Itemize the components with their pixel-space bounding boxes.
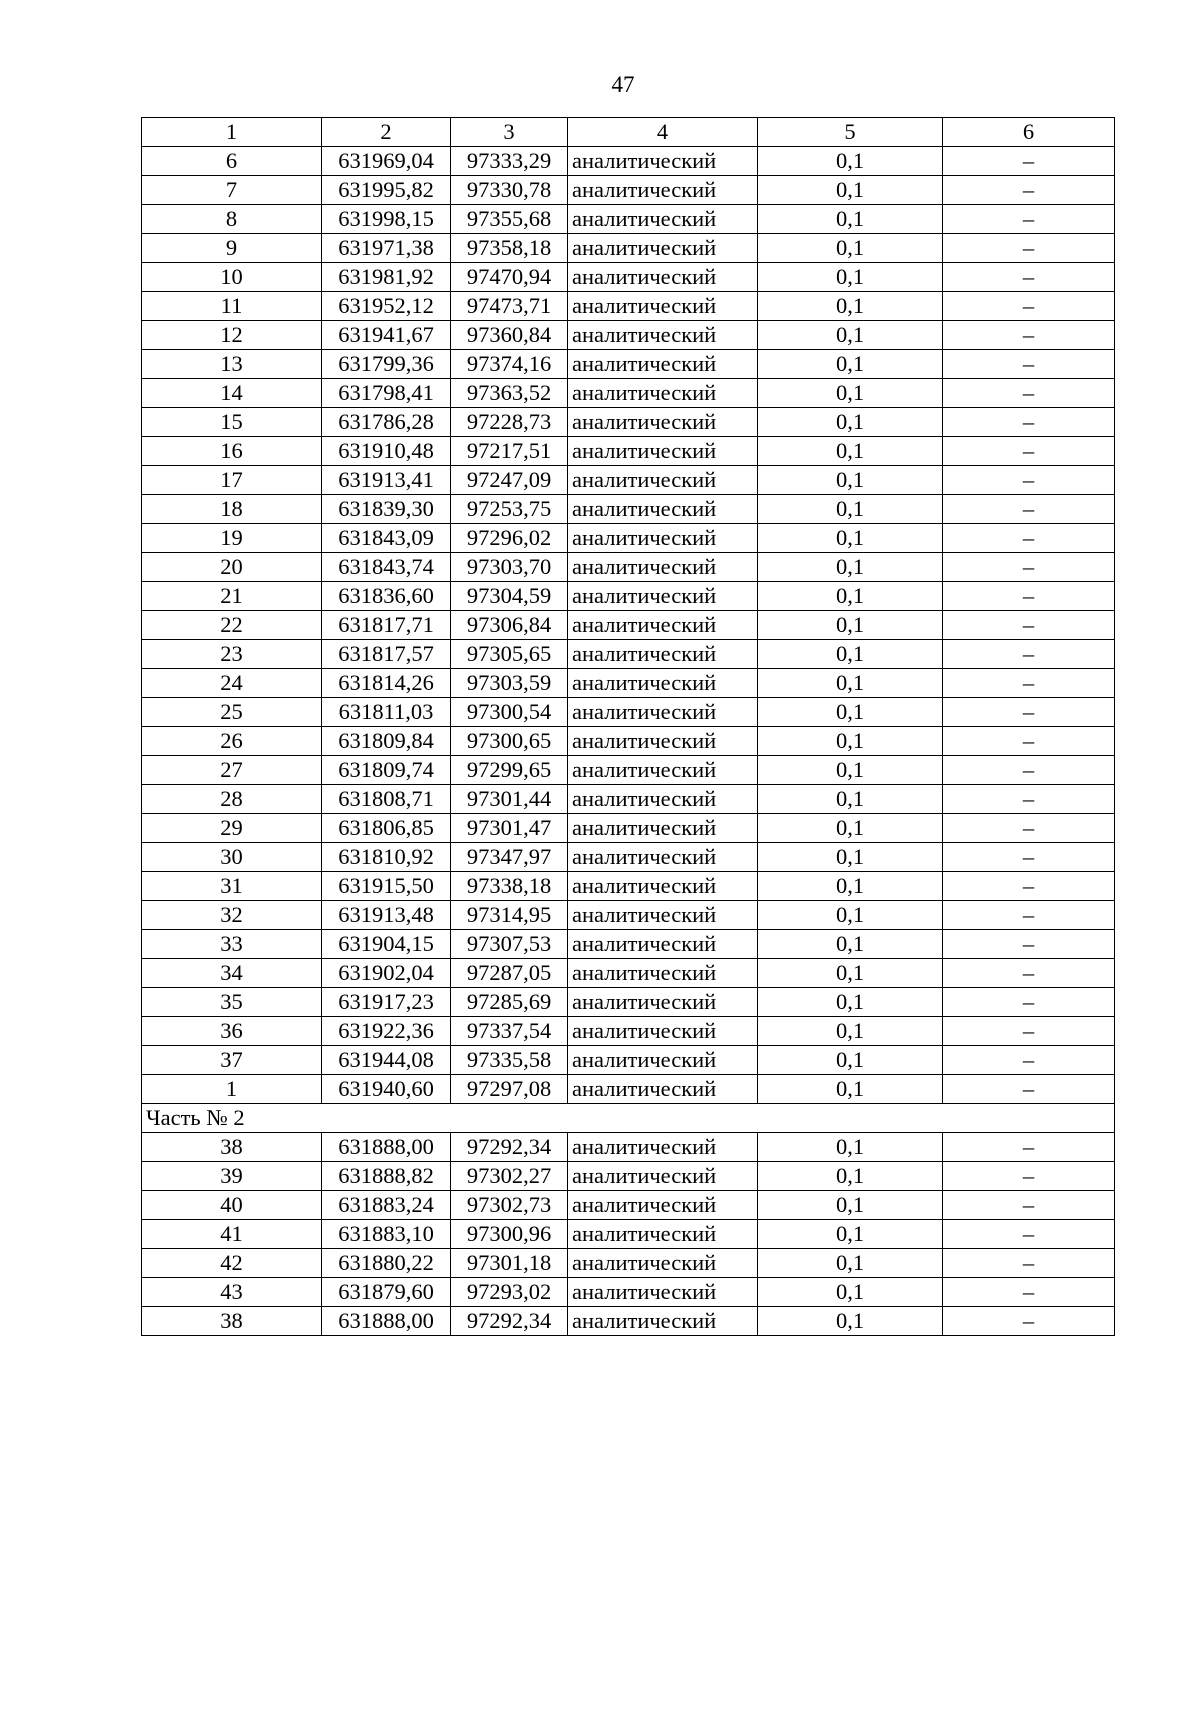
cell-note: – — [943, 785, 1115, 814]
cell-accuracy: 0,1 — [758, 1278, 943, 1307]
cell-note: – — [943, 1133, 1115, 1162]
cell-method: аналитический — [568, 1220, 758, 1249]
table-row — [142, 582, 1115, 611]
cell-y-coordinate: 97228,73 — [451, 408, 568, 437]
cell-accuracy: 0,1 — [758, 176, 943, 205]
cell-note: – — [943, 495, 1115, 524]
cell-point-number: 7 — [142, 176, 322, 205]
cell-x-coordinate: 631798,41 — [322, 379, 451, 408]
cell-accuracy: 0,1 — [758, 1046, 943, 1075]
cell-note: – — [943, 466, 1115, 495]
cell-y-coordinate: 97347,97 — [451, 843, 568, 872]
table-row — [142, 147, 1115, 176]
cell-method: аналитический — [568, 1075, 758, 1104]
cell-x-coordinate: 631806,85 — [322, 814, 451, 843]
cell-y-coordinate: 97470,94 — [451, 263, 568, 292]
cell-accuracy: 0,1 — [758, 1307, 943, 1336]
cell-accuracy: 0,1 — [758, 437, 943, 466]
cell-accuracy: 0,1 — [758, 147, 943, 176]
cell-accuracy: 0,1 — [758, 843, 943, 872]
cell-point-number: 34 — [142, 959, 322, 988]
cell-method: аналитический — [568, 437, 758, 466]
cell-x-coordinate: 631917,23 — [322, 988, 451, 1017]
cell-note: – — [943, 437, 1115, 466]
cell-point-number: 41 — [142, 1220, 322, 1249]
cell-point-number: 38 — [142, 1307, 322, 1336]
cell-accuracy: 0,1 — [758, 350, 943, 379]
cell-point-number: 19 — [142, 524, 322, 553]
cell-point-number: 14 — [142, 379, 322, 408]
cell-x-coordinate: 631952,12 — [322, 292, 451, 321]
cell-point-number: 38 — [142, 1133, 322, 1162]
table-row — [142, 524, 1115, 553]
cell-accuracy: 0,1 — [758, 611, 943, 640]
table-body — [142, 118, 1115, 1336]
cell-method: аналитический — [568, 524, 758, 553]
cell-accuracy: 0,1 — [758, 321, 943, 350]
cell-note: – — [943, 814, 1115, 843]
cell-x-coordinate: 631883,24 — [322, 1191, 451, 1220]
cell-point-number: 23 — [142, 640, 322, 669]
cell-x-coordinate: 631922,36 — [322, 1017, 451, 1046]
cell-x-coordinate: 631944,08 — [322, 1046, 451, 1075]
cell-x-coordinate: 631786,28 — [322, 408, 451, 437]
column-header: 1 — [142, 118, 322, 147]
cell-point-number: 8 — [142, 205, 322, 234]
cell-point-number: 30 — [142, 843, 322, 872]
cell-point-number: 28 — [142, 785, 322, 814]
cell-x-coordinate: 631910,48 — [322, 437, 451, 466]
cell-method: аналитический — [568, 1017, 758, 1046]
cell-y-coordinate: 97297,08 — [451, 1075, 568, 1104]
column-header: 5 — [758, 118, 943, 147]
cell-x-coordinate: 631998,15 — [322, 205, 451, 234]
cell-note: – — [943, 379, 1115, 408]
table-row — [142, 205, 1115, 234]
cell-method: аналитический — [568, 727, 758, 756]
cell-method: аналитический — [568, 1278, 758, 1307]
table-row — [142, 495, 1115, 524]
cell-note: – — [943, 640, 1115, 669]
cell-method: аналитический — [568, 263, 758, 292]
table-row — [142, 321, 1115, 350]
table-row — [142, 756, 1115, 785]
table-row — [142, 669, 1115, 698]
cell-method: аналитический — [568, 1162, 758, 1191]
cell-method: аналитический — [568, 408, 758, 437]
cell-y-coordinate: 97337,54 — [451, 1017, 568, 1046]
cell-point-number: 36 — [142, 1017, 322, 1046]
cell-x-coordinate: 631817,57 — [322, 640, 451, 669]
cell-accuracy: 0,1 — [758, 640, 943, 669]
table-row — [142, 1278, 1115, 1307]
cell-method: аналитический — [568, 553, 758, 582]
cell-point-number: 1 — [142, 1075, 322, 1104]
cell-method: аналитический — [568, 959, 758, 988]
cell-y-coordinate: 97473,71 — [451, 292, 568, 321]
cell-accuracy: 0,1 — [758, 379, 943, 408]
cell-x-coordinate: 631981,92 — [322, 263, 451, 292]
table-row — [142, 988, 1115, 1017]
cell-note: – — [943, 1278, 1115, 1307]
cell-note: – — [943, 1249, 1115, 1278]
cell-point-number: 20 — [142, 553, 322, 582]
cell-note: – — [943, 930, 1115, 959]
cell-y-coordinate: 97363,52 — [451, 379, 568, 408]
cell-note: – — [943, 901, 1115, 930]
cell-point-number: 26 — [142, 727, 322, 756]
cell-point-number: 42 — [142, 1249, 322, 1278]
cell-x-coordinate: 631915,50 — [322, 872, 451, 901]
cell-y-coordinate: 97355,68 — [451, 205, 568, 234]
cell-method: аналитический — [568, 698, 758, 727]
cell-method: аналитический — [568, 234, 758, 263]
table-row — [142, 1133, 1115, 1162]
cell-note: – — [943, 263, 1115, 292]
cell-method: аналитический — [568, 930, 758, 959]
cell-note: – — [943, 408, 1115, 437]
cell-point-number: 37 — [142, 1046, 322, 1075]
section-label: Часть № 2 — [142, 1104, 1115, 1133]
cell-point-number: 9 — [142, 234, 322, 263]
cell-accuracy: 0,1 — [758, 727, 943, 756]
cell-note: – — [943, 553, 1115, 582]
table-row — [142, 1046, 1115, 1075]
cell-x-coordinate: 631888,00 — [322, 1307, 451, 1336]
cell-x-coordinate: 631799,36 — [322, 350, 451, 379]
cell-note: – — [943, 1220, 1115, 1249]
cell-method: аналитический — [568, 756, 758, 785]
cell-y-coordinate: 97314,95 — [451, 901, 568, 930]
cell-y-coordinate: 97217,51 — [451, 437, 568, 466]
cell-point-number: 22 — [142, 611, 322, 640]
table-row — [142, 872, 1115, 901]
cell-note: – — [943, 698, 1115, 727]
table-row — [142, 379, 1115, 408]
cell-y-coordinate: 97287,05 — [451, 959, 568, 988]
cell-accuracy: 0,1 — [758, 756, 943, 785]
cell-x-coordinate: 631843,74 — [322, 553, 451, 582]
cell-y-coordinate: 97360,84 — [451, 321, 568, 350]
cell-point-number: 24 — [142, 669, 322, 698]
table-row — [142, 292, 1115, 321]
table-row — [142, 553, 1115, 582]
cell-note: – — [943, 1191, 1115, 1220]
cell-y-coordinate: 97300,54 — [451, 698, 568, 727]
cell-method: аналитический — [568, 292, 758, 321]
table-row — [142, 1307, 1115, 1336]
cell-method: аналитический — [568, 147, 758, 176]
cell-note: – — [943, 1075, 1115, 1104]
table-row — [142, 814, 1115, 843]
cell-y-coordinate: 97292,34 — [451, 1133, 568, 1162]
cell-method: аналитический — [568, 205, 758, 234]
table-row — [142, 437, 1115, 466]
cell-y-coordinate: 97306,84 — [451, 611, 568, 640]
table-row — [142, 234, 1115, 263]
cell-method: аналитический — [568, 350, 758, 379]
table-row — [142, 1162, 1115, 1191]
cell-x-coordinate: 631940,60 — [322, 1075, 451, 1104]
table-row — [142, 901, 1115, 930]
column-header: 3 — [451, 118, 568, 147]
cell-accuracy: 0,1 — [758, 1191, 943, 1220]
cell-point-number: 10 — [142, 263, 322, 292]
cell-accuracy: 0,1 — [758, 814, 943, 843]
cell-point-number: 18 — [142, 495, 322, 524]
cell-y-coordinate: 97300,96 — [451, 1220, 568, 1249]
cell-x-coordinate: 631902,04 — [322, 959, 451, 988]
cell-accuracy: 0,1 — [758, 1162, 943, 1191]
cell-y-coordinate: 97301,47 — [451, 814, 568, 843]
cell-x-coordinate: 631808,71 — [322, 785, 451, 814]
cell-accuracy: 0,1 — [758, 785, 943, 814]
cell-method: аналитический — [568, 176, 758, 205]
column-header: 4 — [568, 118, 758, 147]
cell-point-number: 25 — [142, 698, 322, 727]
cell-method: аналитический — [568, 901, 758, 930]
cell-note: – — [943, 234, 1115, 263]
cell-note: – — [943, 843, 1115, 872]
cell-y-coordinate: 97296,02 — [451, 524, 568, 553]
cell-note: – — [943, 1162, 1115, 1191]
cell-y-coordinate: 97293,02 — [451, 1278, 568, 1307]
cell-y-coordinate: 97333,29 — [451, 147, 568, 176]
cell-accuracy: 0,1 — [758, 1133, 943, 1162]
cell-y-coordinate: 97302,27 — [451, 1162, 568, 1191]
column-header: 2 — [322, 118, 451, 147]
cell-note: – — [943, 872, 1115, 901]
cell-method: аналитический — [568, 669, 758, 698]
cell-point-number: 32 — [142, 901, 322, 930]
cell-y-coordinate: 97301,44 — [451, 785, 568, 814]
table-row — [142, 466, 1115, 495]
cell-x-coordinate: 631883,10 — [322, 1220, 451, 1249]
cell-y-coordinate: 97247,09 — [451, 466, 568, 495]
cell-note: – — [943, 176, 1115, 205]
cell-note: – — [943, 292, 1115, 321]
cell-accuracy: 0,1 — [758, 1249, 943, 1278]
table-row — [142, 1220, 1115, 1249]
table-row — [142, 785, 1115, 814]
cell-x-coordinate: 631888,00 — [322, 1133, 451, 1162]
cell-accuracy: 0,1 — [758, 988, 943, 1017]
cell-x-coordinate: 631817,71 — [322, 611, 451, 640]
cell-accuracy: 0,1 — [758, 292, 943, 321]
cell-method: аналитический — [568, 582, 758, 611]
cell-note: – — [943, 350, 1115, 379]
table-row — [142, 1191, 1115, 1220]
cell-y-coordinate: 97301,18 — [451, 1249, 568, 1278]
cell-x-coordinate: 631843,09 — [322, 524, 451, 553]
cell-accuracy: 0,1 — [758, 524, 943, 553]
cell-method: аналитический — [568, 785, 758, 814]
cell-accuracy: 0,1 — [758, 408, 943, 437]
cell-accuracy: 0,1 — [758, 959, 943, 988]
cell-accuracy: 0,1 — [758, 205, 943, 234]
table-row — [142, 843, 1115, 872]
table-header-row — [142, 118, 1115, 147]
cell-accuracy: 0,1 — [758, 263, 943, 292]
table-row — [142, 959, 1115, 988]
table-row — [142, 727, 1115, 756]
table-row — [142, 1075, 1115, 1104]
cell-note: – — [943, 959, 1115, 988]
cell-note: – — [943, 524, 1115, 553]
table-row — [142, 698, 1115, 727]
cell-method: аналитический — [568, 379, 758, 408]
cell-point-number: 21 — [142, 582, 322, 611]
cell-method: аналитический — [568, 466, 758, 495]
cell-accuracy: 0,1 — [758, 1220, 943, 1249]
cell-y-coordinate: 97338,18 — [451, 872, 568, 901]
cell-x-coordinate: 631888,82 — [322, 1162, 451, 1191]
cell-accuracy: 0,1 — [758, 669, 943, 698]
cell-y-coordinate: 97302,73 — [451, 1191, 568, 1220]
cell-method: аналитический — [568, 872, 758, 901]
cell-method: аналитический — [568, 321, 758, 350]
cell-accuracy: 0,1 — [758, 1017, 943, 1046]
cell-note: – — [943, 669, 1115, 698]
cell-accuracy: 0,1 — [758, 234, 943, 263]
cell-x-coordinate: 631836,60 — [322, 582, 451, 611]
cell-y-coordinate: 97303,70 — [451, 553, 568, 582]
cell-note: – — [943, 147, 1115, 176]
cell-point-number: 17 — [142, 466, 322, 495]
cell-point-number: 35 — [142, 988, 322, 1017]
cell-accuracy: 0,1 — [758, 930, 943, 959]
cell-accuracy: 0,1 — [758, 1075, 943, 1104]
cell-point-number: 11 — [142, 292, 322, 321]
cell-y-coordinate: 97305,65 — [451, 640, 568, 669]
cell-y-coordinate: 97253,75 — [451, 495, 568, 524]
cell-method: аналитический — [568, 814, 758, 843]
cell-accuracy: 0,1 — [758, 495, 943, 524]
cell-note: – — [943, 1046, 1115, 1075]
cell-note: – — [943, 205, 1115, 234]
cell-method: аналитический — [568, 1307, 758, 1336]
cell-accuracy: 0,1 — [758, 698, 943, 727]
cell-point-number: 43 — [142, 1278, 322, 1307]
cell-x-coordinate: 631969,04 — [322, 147, 451, 176]
cell-point-number: 16 — [142, 437, 322, 466]
coordinates-table — [141, 117, 1115, 1336]
cell-x-coordinate: 631913,48 — [322, 901, 451, 930]
cell-x-coordinate: 631811,03 — [322, 698, 451, 727]
cell-x-coordinate: 631913,41 — [322, 466, 451, 495]
table-row — [142, 640, 1115, 669]
table-row — [142, 1249, 1115, 1278]
cell-note: – — [943, 1017, 1115, 1046]
cell-y-coordinate: 97292,34 — [451, 1307, 568, 1336]
cell-x-coordinate: 631941,67 — [322, 321, 451, 350]
cell-accuracy: 0,1 — [758, 901, 943, 930]
cell-method: аналитический — [568, 640, 758, 669]
cell-point-number: 15 — [142, 408, 322, 437]
cell-x-coordinate: 631879,60 — [322, 1278, 451, 1307]
table-row — [142, 1017, 1115, 1046]
cell-method: аналитический — [568, 843, 758, 872]
cell-x-coordinate: 631995,82 — [322, 176, 451, 205]
table-row — [142, 176, 1115, 205]
cell-point-number: 6 — [142, 147, 322, 176]
cell-x-coordinate: 631810,92 — [322, 843, 451, 872]
cell-note: – — [943, 727, 1115, 756]
cell-method: аналитический — [568, 1046, 758, 1075]
cell-x-coordinate: 631904,15 — [322, 930, 451, 959]
cell-point-number: 40 — [142, 1191, 322, 1220]
cell-x-coordinate: 631971,38 — [322, 234, 451, 263]
cell-accuracy: 0,1 — [758, 553, 943, 582]
cell-y-coordinate: 97300,65 — [451, 727, 568, 756]
cell-y-coordinate: 97307,53 — [451, 930, 568, 959]
cell-accuracy: 0,1 — [758, 872, 943, 901]
cell-method: аналитический — [568, 988, 758, 1017]
cell-point-number: 27 — [142, 756, 322, 785]
cell-x-coordinate: 631839,30 — [322, 495, 451, 524]
table-row — [142, 408, 1115, 437]
table-row — [142, 930, 1115, 959]
cell-point-number: 29 — [142, 814, 322, 843]
cell-x-coordinate: 631880,22 — [322, 1249, 451, 1278]
section-row — [142, 1104, 1115, 1133]
cell-note: – — [943, 321, 1115, 350]
cell-y-coordinate: 97299,65 — [451, 756, 568, 785]
cell-point-number: 31 — [142, 872, 322, 901]
cell-y-coordinate: 97330,78 — [451, 176, 568, 205]
cell-accuracy: 0,1 — [758, 582, 943, 611]
table-row — [142, 611, 1115, 640]
cell-point-number: 12 — [142, 321, 322, 350]
cell-method: аналитический — [568, 1191, 758, 1220]
cell-method: аналитический — [568, 495, 758, 524]
table-row — [142, 263, 1115, 292]
cell-x-coordinate: 631809,84 — [322, 727, 451, 756]
cell-point-number: 33 — [142, 930, 322, 959]
cell-note: – — [943, 582, 1115, 611]
cell-y-coordinate: 97335,58 — [451, 1046, 568, 1075]
cell-note: – — [943, 756, 1115, 785]
cell-y-coordinate: 97304,59 — [451, 582, 568, 611]
cell-note: – — [943, 1307, 1115, 1336]
cell-accuracy: 0,1 — [758, 466, 943, 495]
page-number: 47 — [611, 72, 635, 97]
cell-note: – — [943, 988, 1115, 1017]
cell-x-coordinate: 631809,74 — [322, 756, 451, 785]
cell-y-coordinate: 97358,18 — [451, 234, 568, 263]
cell-note: – — [943, 611, 1115, 640]
cell-y-coordinate: 97303,59 — [451, 669, 568, 698]
cell-point-number: 39 — [142, 1162, 322, 1191]
cell-x-coordinate: 631814,26 — [322, 669, 451, 698]
cell-y-coordinate: 97374,16 — [451, 350, 568, 379]
cell-point-number: 13 — [142, 350, 322, 379]
cell-method: аналитический — [568, 1133, 758, 1162]
cell-method: аналитический — [568, 611, 758, 640]
column-header: 6 — [943, 118, 1115, 147]
table-row — [142, 350, 1115, 379]
cell-method: аналитический — [568, 1249, 758, 1278]
cell-y-coordinate: 97285,69 — [451, 988, 568, 1017]
